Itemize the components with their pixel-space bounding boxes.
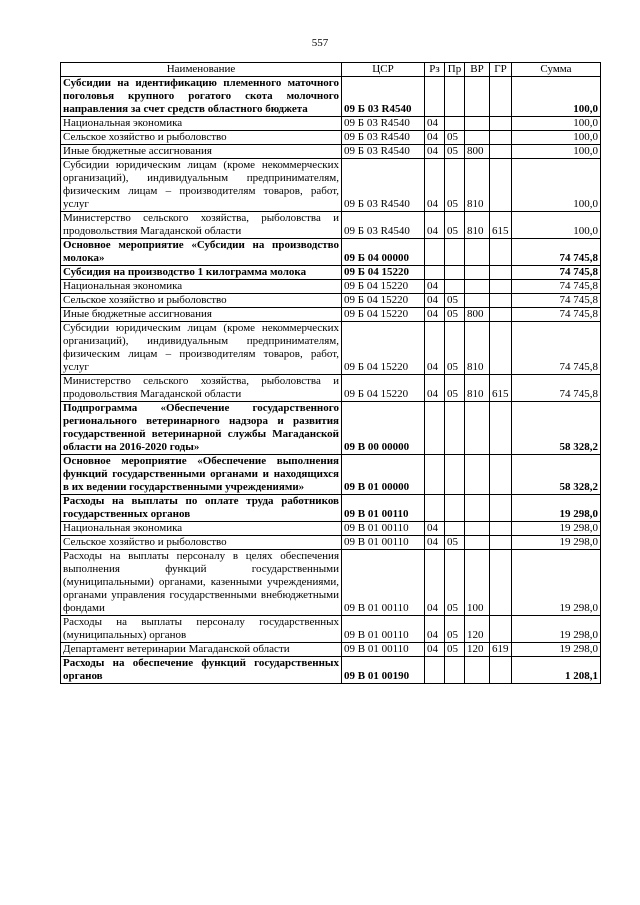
cell-gr [490, 308, 512, 322]
cell-pr [445, 402, 465, 455]
header-pr: Пр [445, 63, 465, 77]
cell-gr [490, 159, 512, 212]
cell-gr [490, 522, 512, 536]
cell-name: Министерство сельского хозяйства, рыболовства и продовольствия Магаданской области [61, 375, 342, 402]
cell-rz [425, 657, 445, 684]
cell-vr: 810 [465, 212, 490, 239]
cell-gr [490, 550, 512, 616]
cell-vr: 810 [465, 159, 490, 212]
cell-sum: 19 298,0 [512, 643, 601, 657]
cell-vr: 120 [465, 616, 490, 643]
cell-name: Основное мероприятие «Субсидии на производство молока» [61, 239, 342, 266]
cell-rz: 04 [425, 375, 445, 402]
table-row [61, 280, 601, 294]
cell-csr: 09 В 01 00110 [342, 550, 425, 616]
page-number: 557 [311, 37, 329, 49]
cell-csr: 09 В 01 00000 [342, 455, 425, 495]
cell-sum: 58 328,2 [512, 402, 601, 455]
cell-vr [465, 266, 490, 280]
cell-sum: 100,0 [512, 212, 601, 239]
cell-pr: 05 [445, 159, 465, 212]
table-row [61, 522, 601, 536]
cell-rz: 04 [425, 117, 445, 131]
cell-name: Расходы на обеспечение функций государственных органов [61, 657, 342, 684]
cell-name: Расходы на выплаты по оплате труда работников государственных органов [61, 495, 342, 522]
cell-rz [425, 455, 445, 495]
cell-sum: 1 208,1 [512, 657, 601, 684]
table-row [61, 77, 601, 117]
header-name: Наименование [61, 63, 342, 77]
cell-csr: 09 Б 03 R4540 [342, 77, 425, 117]
cell-pr: 05 [445, 550, 465, 616]
header-rz: Рз [425, 63, 445, 77]
cell-vr [465, 455, 490, 495]
cell-pr: 05 [445, 322, 465, 375]
cell-sum: 58 328,2 [512, 455, 601, 495]
cell-pr [445, 657, 465, 684]
cell-gr [490, 239, 512, 266]
cell-name: Подпрограмма «Обеспечение государственного регионального ветеринарного надзора и развития государственной ветеринарной службы Магаданской области на 2016-2020 годы» [61, 402, 342, 455]
cell-csr: 09 Б 03 R4540 [342, 159, 425, 212]
header-csr: ЦСР [342, 63, 425, 77]
cell-csr: 09 В 01 00190 [342, 657, 425, 684]
cell-csr: 09 В 01 00110 [342, 616, 425, 643]
cell-gr [490, 616, 512, 643]
cell-gr [490, 455, 512, 495]
cell-csr: 09 Б 04 15220 [342, 322, 425, 375]
cell-gr [490, 402, 512, 455]
header-gr: ГР [490, 63, 512, 77]
cell-gr: 615 [490, 375, 512, 402]
cell-gr [490, 322, 512, 375]
cell-vr: 800 [465, 145, 490, 159]
cell-vr: 100 [465, 550, 490, 616]
cell-pr [445, 266, 465, 280]
cell-gr [490, 495, 512, 522]
table-row [61, 239, 601, 266]
cell-rz: 04 [425, 212, 445, 239]
table-row [61, 322, 601, 375]
cell-sum: 19 298,0 [512, 536, 601, 550]
cell-pr: 05 [445, 643, 465, 657]
cell-csr: 09 В 01 00110 [342, 495, 425, 522]
cell-sum: 74 745,8 [512, 375, 601, 402]
cell-sum: 100,0 [512, 117, 601, 131]
table-row [61, 402, 601, 455]
cell-sum: 74 745,8 [512, 280, 601, 294]
table-row [61, 266, 601, 280]
cell-gr [490, 145, 512, 159]
cell-pr [445, 239, 465, 266]
cell-vr [465, 522, 490, 536]
table-row [61, 212, 601, 239]
cell-gr [490, 266, 512, 280]
cell-pr: 05 [445, 294, 465, 308]
cell-csr: 09 Б 03 R4540 [342, 212, 425, 239]
cell-pr: 05 [445, 131, 465, 145]
table-row [61, 375, 601, 402]
cell-sum: 74 745,8 [512, 239, 601, 266]
cell-sum: 74 745,8 [512, 266, 601, 280]
cell-csr: 09 Б 03 R4540 [342, 117, 425, 131]
cell-sum: 74 745,8 [512, 322, 601, 375]
cell-name: Субсидии юридическим лицам (кроме некоммерческих организаций), индивидуальным предпринимателям, физическим лицам – производителям товаров, работ, услуг [61, 159, 342, 212]
cell-gr: 615 [490, 212, 512, 239]
cell-rz: 04 [425, 322, 445, 375]
cell-name: Субсидии на идентификацию племенного маточного поголовья крупного рогатого скота молочного направления за счет средств областного бюджета [61, 77, 342, 117]
cell-gr [490, 294, 512, 308]
table-row [61, 657, 601, 684]
cell-vr: 120 [465, 643, 490, 657]
cell-csr: 09 В 01 00110 [342, 643, 425, 657]
cell-pr [445, 495, 465, 522]
cell-gr [490, 77, 512, 117]
cell-pr [445, 455, 465, 495]
table-row [61, 159, 601, 212]
cell-vr [465, 402, 490, 455]
cell-rz: 04 [425, 643, 445, 657]
cell-vr: 810 [465, 322, 490, 375]
table-row [61, 455, 601, 495]
table-row [61, 131, 601, 145]
cell-sum: 100,0 [512, 77, 601, 117]
cell-rz: 04 [425, 280, 445, 294]
cell-vr [465, 239, 490, 266]
cell-sum: 19 298,0 [512, 522, 601, 536]
cell-csr: 09 Б 04 00000 [342, 239, 425, 266]
cell-pr: 05 [445, 375, 465, 402]
cell-name: Субсидии юридическим лицам (кроме некоммерческих организаций), индивидуальным предпринимателям, физическим лицам – производителям товаров, работ, услуг [61, 322, 342, 375]
header-sum: Сумма [512, 63, 601, 77]
cell-rz: 04 [425, 159, 445, 212]
cell-sum: 19 298,0 [512, 616, 601, 643]
cell-csr: 09 Б 04 15220 [342, 294, 425, 308]
cell-csr: 09 Б 04 15220 [342, 280, 425, 294]
cell-csr: 09 Б 04 15220 [342, 308, 425, 322]
cell-gr [490, 536, 512, 550]
header-vr: ВР [465, 63, 490, 77]
cell-rz: 04 [425, 131, 445, 145]
cell-name: Национальная экономика [61, 522, 342, 536]
cell-rz [425, 495, 445, 522]
cell-pr: 05 [445, 616, 465, 643]
cell-name: Иные бюджетные ассигнования [61, 308, 342, 322]
table-row [61, 550, 601, 616]
cell-rz: 04 [425, 308, 445, 322]
cell-csr: 09 Б 04 15220 [342, 266, 425, 280]
cell-pr [445, 117, 465, 131]
cell-csr: 09 Б 03 R4540 [342, 131, 425, 145]
cell-vr [465, 131, 490, 145]
cell-pr [445, 77, 465, 117]
table-row [61, 536, 601, 550]
cell-rz: 04 [425, 522, 445, 536]
cell-rz: 04 [425, 294, 445, 308]
cell-name: Департамент ветеринарии Магаданской области [61, 643, 342, 657]
cell-name: Сельское хозяйство и рыболовство [61, 294, 342, 308]
cell-pr: 05 [445, 145, 465, 159]
cell-vr [465, 117, 490, 131]
cell-rz [425, 402, 445, 455]
cell-name: Министерство сельского хозяйства, рыболовства и продовольствия Магаданской области [61, 212, 342, 239]
cell-rz: 04 [425, 550, 445, 616]
cell-name: Расходы на выплаты персоналу государственных (муниципальных) органов [61, 616, 342, 643]
cell-csr: 09 В 00 00000 [342, 402, 425, 455]
cell-gr [490, 131, 512, 145]
cell-name: Иные бюджетные ассигнования [61, 145, 342, 159]
cell-vr [465, 495, 490, 522]
cell-sum: 100,0 [512, 145, 601, 159]
cell-pr: 05 [445, 536, 465, 550]
cell-csr: 09 Б 03 R4540 [342, 145, 425, 159]
cell-sum: 74 745,8 [512, 294, 601, 308]
table-header-row [61, 63, 601, 77]
cell-rz: 04 [425, 536, 445, 550]
table-row [61, 643, 601, 657]
cell-pr [445, 522, 465, 536]
cell-sum: 19 298,0 [512, 495, 601, 522]
cell-sum: 100,0 [512, 159, 601, 212]
cell-name: Расходы на выплаты персоналу в целях обеспечения выполнения функций государственными (муниципальными) органами, казенными учреждениями, органами управления государственными внебюджетными фондами [61, 550, 342, 616]
cell-rz [425, 77, 445, 117]
table-row [61, 145, 601, 159]
cell-vr: 800 [465, 308, 490, 322]
table-row [61, 616, 601, 643]
cell-gr [490, 657, 512, 684]
cell-vr [465, 294, 490, 308]
cell-gr [490, 280, 512, 294]
cell-name: Субсидия на производство 1 килограмма молока [61, 266, 342, 280]
cell-name: Сельское хозяйство и рыболовство [61, 131, 342, 145]
table-row [61, 495, 601, 522]
cell-csr: 09 В 01 00110 [342, 536, 425, 550]
cell-csr: 09 В 01 00110 [342, 522, 425, 536]
cell-rz [425, 266, 445, 280]
table-row [61, 308, 601, 322]
budget-table [60, 62, 601, 684]
cell-gr [490, 117, 512, 131]
cell-pr: 05 [445, 212, 465, 239]
cell-sum: 19 298,0 [512, 550, 601, 616]
cell-rz: 04 [425, 616, 445, 643]
cell-rz [425, 239, 445, 266]
cell-vr [465, 280, 490, 294]
cell-pr: 05 [445, 308, 465, 322]
cell-vr [465, 657, 490, 684]
cell-name: Сельское хозяйство и рыболовство [61, 536, 342, 550]
cell-name: Национальная экономика [61, 117, 342, 131]
cell-csr: 09 Б 04 15220 [342, 375, 425, 402]
table-row [61, 117, 601, 131]
cell-vr: 810 [465, 375, 490, 402]
cell-pr [445, 280, 465, 294]
cell-gr: 619 [490, 643, 512, 657]
table-row [61, 294, 601, 308]
cell-rz: 04 [425, 145, 445, 159]
cell-name: Национальная экономика [61, 280, 342, 294]
cell-name: Основное мероприятие «Обеспечение выполнения функций государственными органами и находящихся в их ведении государственными учреждениями» [61, 455, 342, 495]
cell-sum: 100,0 [512, 131, 601, 145]
cell-sum: 74 745,8 [512, 308, 601, 322]
cell-vr [465, 536, 490, 550]
cell-vr [465, 77, 490, 117]
